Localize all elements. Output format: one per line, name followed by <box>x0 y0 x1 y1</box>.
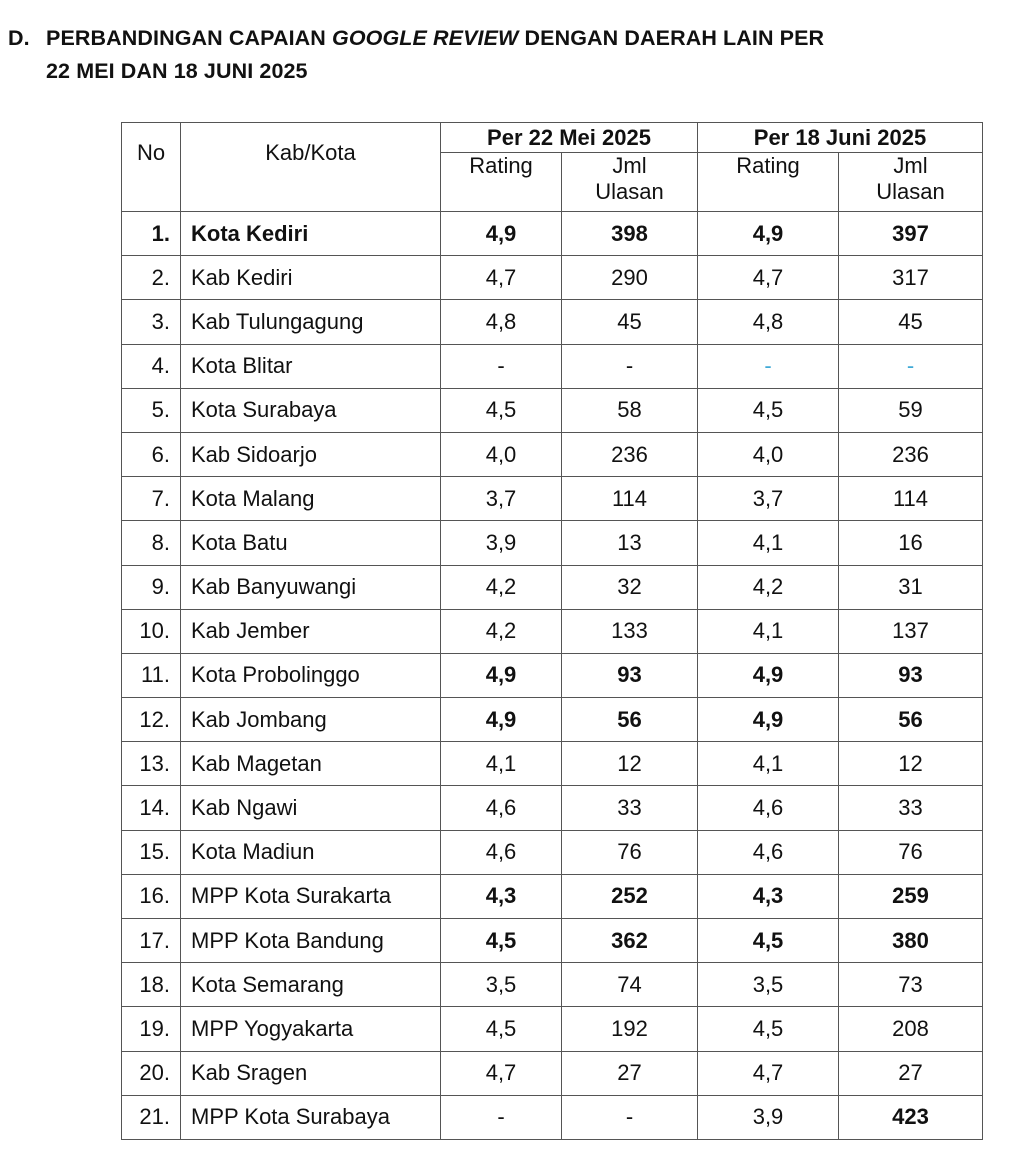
header-period-1: Per 22 Mei 2025 <box>441 123 698 153</box>
row-number: 19. <box>122 1007 181 1051</box>
table-row <box>122 874 983 918</box>
rating-18-juni-cell: 4,5 <box>698 388 839 432</box>
kab-kota-name: Kab Tulungagung <box>181 300 441 344</box>
rating-22-mei-cell: 4,5 <box>441 388 562 432</box>
jml-ulasan-18-juni-cell: 59 <box>839 388 983 432</box>
kab-kota-name: Kota Kediri <box>181 212 441 256</box>
header-ulasan: Ulasan <box>595 179 664 204</box>
row-number: 13. <box>122 742 181 786</box>
section-letter: D. <box>8 26 30 50</box>
jml-ulasan-22-mei-cell: 32 <box>562 565 698 609</box>
jml-ulasan-22-mei-cell: 45 <box>562 300 698 344</box>
rating-18-juni-cell: 4,6 <box>698 830 839 874</box>
kab-kota-name: Kab Jombang <box>181 698 441 742</box>
rating-22-mei-cell: 4,8 <box>441 300 562 344</box>
rating-18-juni-cell: 4,0 <box>698 432 839 476</box>
rating-22-mei-cell: 4,9 <box>441 698 562 742</box>
rating-18-juni-cell: 4,5 <box>698 1007 839 1051</box>
row-number: 12. <box>122 698 181 742</box>
table-row <box>122 698 983 742</box>
jml-ulasan-18-juni-cell: 76 <box>839 830 983 874</box>
rating-18-juni-cell: 4,8 <box>698 300 839 344</box>
jml-ulasan-18-juni-cell: 317 <box>839 256 983 300</box>
row-number: 8. <box>122 521 181 565</box>
jml-ulasan-18-juni-cell: 27 <box>839 1051 983 1095</box>
table-row <box>122 742 983 786</box>
kab-kota-name: MPP Kota Bandung <box>181 919 441 963</box>
jml-ulasan-22-mei-cell: 93 <box>562 653 698 697</box>
rating-18-juni-cell: 4,2 <box>698 565 839 609</box>
rating-18-juni-cell: 4,1 <box>698 742 839 786</box>
kab-kota-name: Kota Madiun <box>181 830 441 874</box>
jml-ulasan-18-juni-cell: 236 <box>839 432 983 476</box>
rating-18-juni-cell: 4,9 <box>698 212 839 256</box>
header-period-2: Per 18 Juni 2025 <box>698 123 983 153</box>
jml-ulasan-18-juni-cell: 380 <box>839 919 983 963</box>
table-row <box>122 830 983 874</box>
table-row <box>122 521 983 565</box>
rating-22-mei-cell: 3,7 <box>441 477 562 521</box>
header-no: No <box>122 123 181 212</box>
jml-ulasan-18-juni-cell: 208 <box>839 1007 983 1051</box>
jml-ulasan-18-juni-cell: 137 <box>839 609 983 653</box>
jml-ulasan-22-mei-cell: - <box>562 1095 698 1139</box>
rating-18-juni-cell: 4,9 <box>698 653 839 697</box>
kab-kota-name: MPP Kota Surabaya <box>181 1095 441 1139</box>
rating-18-juni-cell: 4,1 <box>698 521 839 565</box>
jml-ulasan-18-juni-cell: 73 <box>839 963 983 1007</box>
header-jml-ulasan-2 <box>839 153 983 212</box>
jml-ulasan-22-mei-cell: 362 <box>562 919 698 963</box>
google-review-comparison-table <box>121 122 983 1140</box>
table-row <box>122 1051 983 1095</box>
kab-kota-name: Kota Probolinggo <box>181 653 441 697</box>
heading-line1-post: DENGAN DAERAH LAIN PER <box>518 26 825 50</box>
table-row <box>122 1007 983 1051</box>
rating-22-mei-cell: 4,7 <box>441 256 562 300</box>
jml-ulasan-22-mei-cell: 58 <box>562 388 698 432</box>
rating-22-mei-cell: 4,2 <box>441 609 562 653</box>
table-row <box>122 565 983 609</box>
header-ulasan: Ulasan <box>876 179 945 204</box>
table-row <box>122 300 983 344</box>
kab-kota-name: Kab Banyuwangi <box>181 565 441 609</box>
rating-18-juni-cell: 4,9 <box>698 698 839 742</box>
row-number: 14. <box>122 786 181 830</box>
jml-ulasan-18-juni-cell: - <box>839 344 983 388</box>
jml-ulasan-22-mei-cell: - <box>562 344 698 388</box>
rating-18-juni-cell: - <box>698 344 839 388</box>
table-row <box>122 212 983 256</box>
kab-kota-name: Kab Jember <box>181 609 441 653</box>
row-number: 7. <box>122 477 181 521</box>
rating-22-mei-cell: 4,3 <box>441 874 562 918</box>
rating-22-mei-cell: 4,5 <box>441 919 562 963</box>
jml-ulasan-22-mei-cell: 290 <box>562 256 698 300</box>
row-number: 6. <box>122 432 181 476</box>
jml-ulasan-22-mei-cell: 33 <box>562 786 698 830</box>
jml-ulasan-18-juni-cell: 31 <box>839 565 983 609</box>
rating-22-mei-cell: 4,7 <box>441 1051 562 1095</box>
table-row <box>122 1095 983 1139</box>
rating-22-mei-cell: 3,9 <box>441 521 562 565</box>
header-rating-1: Rating <box>441 153 562 212</box>
jml-ulasan-18-juni-cell: 397 <box>839 212 983 256</box>
rating-22-mei-cell: 3,5 <box>441 963 562 1007</box>
kab-kota-name: MPP Kota Surakarta <box>181 874 441 918</box>
jml-ulasan-22-mei-cell: 76 <box>562 830 698 874</box>
jml-ulasan-18-juni-cell: 93 <box>839 653 983 697</box>
kab-kota-name: Kota Malang <box>181 477 441 521</box>
row-number: 16. <box>122 874 181 918</box>
table-row <box>122 963 983 1007</box>
jml-ulasan-22-mei-cell: 398 <box>562 212 698 256</box>
rating-18-juni-cell: 3,5 <box>698 963 839 1007</box>
rating-18-juni-cell: 4,5 <box>698 919 839 963</box>
rating-22-mei-cell: - <box>441 1095 562 1139</box>
row-number: 3. <box>122 300 181 344</box>
table-row <box>122 344 983 388</box>
kab-kota-name: Kab Sragen <box>181 1051 441 1095</box>
row-number: 1. <box>122 212 181 256</box>
kab-kota-name: Kota Semarang <box>181 963 441 1007</box>
table-row <box>122 256 983 300</box>
table-row <box>122 388 983 432</box>
jml-ulasan-18-juni-cell: 56 <box>839 698 983 742</box>
row-number: 2. <box>122 256 181 300</box>
header-jml-ulasan-1 <box>562 153 698 212</box>
heading-line1-italic: GOOGLE REVIEW <box>332 26 519 50</box>
row-number: 15. <box>122 830 181 874</box>
section-heading <box>8 22 824 88</box>
table-row <box>122 609 983 653</box>
rating-18-juni-cell: 3,9 <box>698 1095 839 1139</box>
header-jml: Jml <box>612 153 647 178</box>
kab-kota-name: Kota Batu <box>181 521 441 565</box>
jml-ulasan-18-juni-cell: 45 <box>839 300 983 344</box>
rating-18-juni-cell: 4,3 <box>698 874 839 918</box>
rating-22-mei-cell: 4,5 <box>441 1007 562 1051</box>
kab-kota-name: Kab Sidoarjo <box>181 432 441 476</box>
jml-ulasan-22-mei-cell: 27 <box>562 1051 698 1095</box>
rating-22-mei-cell: 4,6 <box>441 786 562 830</box>
table-row <box>122 919 983 963</box>
rating-22-mei-cell: 4,9 <box>441 653 562 697</box>
header-rating-2: Rating <box>698 153 839 212</box>
row-number: 20. <box>122 1051 181 1095</box>
jml-ulasan-18-juni-cell: 259 <box>839 874 983 918</box>
row-number: 4. <box>122 344 181 388</box>
kab-kota-name: Kab Magetan <box>181 742 441 786</box>
rating-18-juni-cell: 4,7 <box>698 1051 839 1095</box>
table-row <box>122 786 983 830</box>
table-row <box>122 653 983 697</box>
header-kab-kota: Kab/Kota <box>181 123 441 212</box>
jml-ulasan-22-mei-cell: 114 <box>562 477 698 521</box>
rating-22-mei-cell: - <box>441 344 562 388</box>
kab-kota-name: Kab Ngawi <box>181 786 441 830</box>
jml-ulasan-22-mei-cell: 74 <box>562 963 698 1007</box>
kab-kota-name: Kab Kediri <box>181 256 441 300</box>
rating-22-mei-cell: 4,0 <box>441 432 562 476</box>
rating-18-juni-cell: 4,1 <box>698 609 839 653</box>
row-number: 5. <box>122 388 181 432</box>
row-number: 17. <box>122 919 181 963</box>
table-row <box>122 432 983 476</box>
kab-kota-name: MPP Yogyakarta <box>181 1007 441 1051</box>
jml-ulasan-22-mei-cell: 13 <box>562 521 698 565</box>
rating-18-juni-cell: 4,7 <box>698 256 839 300</box>
jml-ulasan-18-juni-cell: 114 <box>839 477 983 521</box>
jml-ulasan-22-mei-cell: 56 <box>562 698 698 742</box>
rating-22-mei-cell: 4,2 <box>441 565 562 609</box>
kab-kota-name: Kota Blitar <box>181 344 441 388</box>
rating-18-juni-cell: 4,6 <box>698 786 839 830</box>
kab-kota-name: Kota Surabaya <box>181 388 441 432</box>
jml-ulasan-18-juni-cell: 12 <box>839 742 983 786</box>
jml-ulasan-22-mei-cell: 12 <box>562 742 698 786</box>
jml-ulasan-18-juni-cell: 33 <box>839 786 983 830</box>
row-number: 9. <box>122 565 181 609</box>
jml-ulasan-18-juni-cell: 16 <box>839 521 983 565</box>
jml-ulasan-18-juni-cell: 423 <box>839 1095 983 1139</box>
rating-22-mei-cell: 4,6 <box>441 830 562 874</box>
row-number: 18. <box>122 963 181 1007</box>
heading-line1-pre: PERBANDINGAN CAPAIAN <box>46 26 332 50</box>
rating-22-mei-cell: 4,9 <box>441 212 562 256</box>
header-jml: Jml <box>893 153 928 178</box>
table-row <box>122 477 983 521</box>
jml-ulasan-22-mei-cell: 236 <box>562 432 698 476</box>
row-number: 21. <box>122 1095 181 1139</box>
jml-ulasan-22-mei-cell: 192 <box>562 1007 698 1051</box>
row-number: 11. <box>122 653 181 697</box>
jml-ulasan-22-mei-cell: 133 <box>562 609 698 653</box>
rating-18-juni-cell: 3,7 <box>698 477 839 521</box>
jml-ulasan-22-mei-cell: 252 <box>562 874 698 918</box>
row-number: 10. <box>122 609 181 653</box>
rating-22-mei-cell: 4,1 <box>441 742 562 786</box>
heading-line2: 22 MEI DAN 18 JUNI 2025 <box>46 59 308 83</box>
